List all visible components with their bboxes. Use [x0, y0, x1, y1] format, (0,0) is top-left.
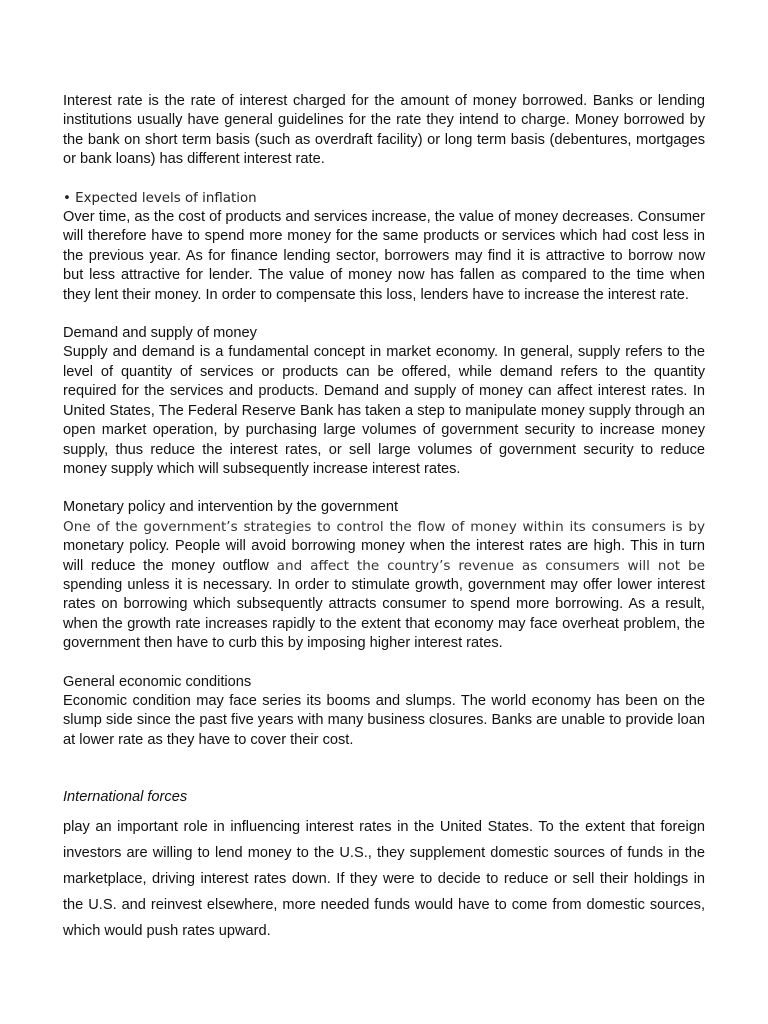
monetary-paragraph [63, 518, 705, 654]
document-page [63, 92, 705, 945]
demand-supply-section [63, 324, 705, 479]
economic-paragraph: Economic condition may face series its booms and slumps. The world economy has been on the slump side since the past five years with many business closures. Banks are unable to provide loan at lower rate as they have to cover their cost. [63, 692, 705, 748]
monetary-text-part1: One of the government’s strategies to control the flow of money within its consumers is by [63, 518, 705, 535]
intro-paragraph: Interest rate is the rate of interest charged for the amount of money borrowed. Banks or lending institutions usually have general guidelines for the rate they intend to charge. Money borrowed by the bank on short term basis (such as overdraft facility) or long term basis (debentures, mortgages or bank loans) has different interest rate. [63, 93, 705, 168]
inflation-paragraph: Over time, as the cost of products and services increase, the value of money decreases. Consumer will therefore have to spend more money for the same products or services which had cost less in the previous year. As for finance lending sector, borrowers may find it is attractive to borrow now but less attractive for lender. The value of money now has fallen as compared to the time when they lent their money. In order to compensate this loss, lenders have to increase the interest rate. [63, 209, 705, 303]
demand-supply-heading: Demand and supply of money [63, 325, 257, 342]
monetary-text-part4: spending unless it is necessary. In order to stimulate growth, government may offer lower interest rates on borrowing which subsequently attracts consumer to spend more borrowing. As a result, when the growth rate increases rapidly to the extent that economy may face overheat problem, the government then have to curb this by imposing higher interest rates. [63, 576, 705, 652]
demand-supply-paragraph: Supply and demand is a fundamental concept in market economy. In general, supply refers to the level of quantity of services or products can be offered, while demand refers to the quantity required for the services and products. Demand and supply of money can affect interest rates. In United States, The Federal Reserve Bank has taken a step to manipulate money supply through an open market operation, by purchasing large volumes of government security to increase money supply, thus reduce the interest rates, or sell large volumes of government security to reduce money supply which will subsequently increase interest rates. [63, 344, 705, 477]
economic-section [63, 673, 705, 751]
inflation-section [63, 189, 705, 305]
international-paragraph: play an important role in influencing interest rates in the United States. To the extent that foreign investors are willing to lend money to the U.S., they supplement domestic sources of funds in the marketplace, driving interest rates down. If they were to decide to reduce or sell their holdings in the U.S. and reinvest elsewhere, more needed funds would have to come from domestic sources, which would push rates upward. [63, 818, 705, 940]
monetary-text-part2: monetary policy. People will avoid borrowing money when the interest rates are high. This in turn will reduce the money outflow [63, 538, 705, 574]
inflation-heading: • Expected levels of inflation [63, 190, 257, 206]
monetary-text-part3: and affect the country’s revenue as consumers will not be [268, 557, 706, 574]
intro-section [63, 92, 705, 170]
international-section [63, 788, 705, 944]
monetary-section [63, 498, 705, 653]
monetary-heading: Monetary policy and intervention by the government [63, 499, 399, 516]
economic-heading: General economic conditions [63, 673, 252, 690]
international-heading: International forces [63, 789, 188, 806]
